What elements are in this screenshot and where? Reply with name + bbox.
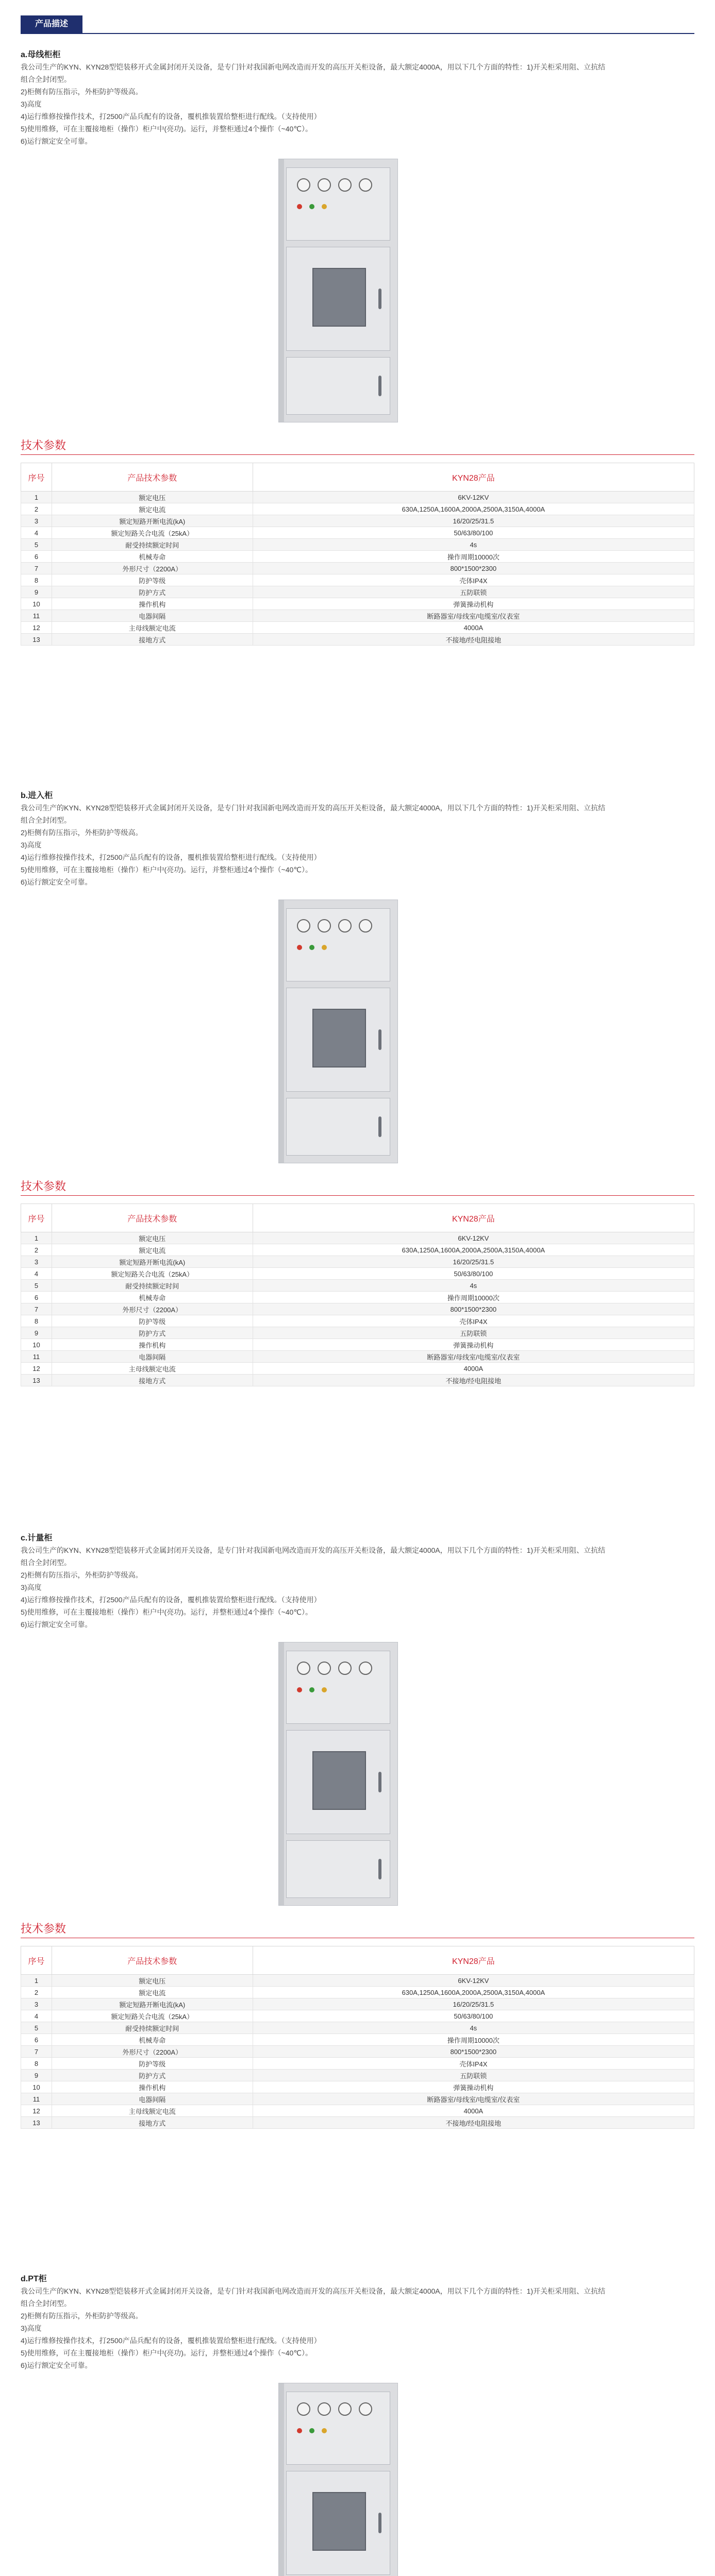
section-paragraph: 2)柜侧有防压指示，外柜防护等级高。 bbox=[21, 828, 143, 837]
spec-cell-value: 4s bbox=[253, 539, 694, 551]
table-row bbox=[21, 2070, 694, 2081]
spec-cell-name: 外形尺寸（2200A） bbox=[52, 2046, 253, 2058]
section-paragraph: 我公司生产的KYN、KYN28型铠装移开式金属封闭开关设备，是专门针对我国新电网改造而开发的高压开关柜设备，最大额定4000A，用以下几个方面的特性：1)开关柜采用阻、立抗结 bbox=[21, 1546, 606, 1554]
spec-cell-value: 16/20/25/31.5 bbox=[253, 515, 694, 527]
spec-cell-name: 额定电压 bbox=[52, 1975, 253, 1987]
spec-cell-no: 10 bbox=[21, 2081, 52, 2093]
table-row bbox=[21, 1975, 694, 1987]
spec-table bbox=[21, 463, 694, 646]
section-paragraph: 5)使用维修，可在主覆接地柜（操作）柜户中(亮功)。运行，并整柜通过4个操作（~40℃）。 bbox=[21, 866, 313, 874]
indicator-lamp-icon bbox=[297, 945, 302, 950]
spec-cell-no: 1 bbox=[21, 492, 52, 503]
table-row bbox=[21, 1327, 694, 1339]
spec-cell-value: 4s bbox=[253, 2022, 694, 2034]
spec-cell-no: 3 bbox=[21, 1256, 52, 1268]
spec-cell-value: 操作周期10000次 bbox=[253, 1292, 694, 1303]
tech-params-title: 技术参数 bbox=[21, 1922, 66, 1935]
section-text bbox=[21, 49, 694, 147]
cabinet-cable-door bbox=[286, 1098, 390, 1156]
cabinet-cable-door bbox=[286, 357, 390, 415]
spec-cell-name: 防护方式 bbox=[52, 2070, 253, 2081]
spec-cell-name: 机械寿命 bbox=[52, 1292, 253, 1303]
section-title: d.PT柜 bbox=[21, 2275, 47, 2283]
tech-params-divider bbox=[21, 454, 694, 455]
spec-cell-no: 10 bbox=[21, 598, 52, 610]
inspection-window-icon bbox=[312, 2492, 366, 2551]
section-text bbox=[21, 790, 694, 888]
spec-header-no: 序号 bbox=[21, 463, 52, 492]
meter-icon bbox=[359, 178, 372, 192]
section-paragraph: 组合全封闭型。 bbox=[21, 1558, 71, 1567]
product-description-tab[interactable]: 产品描述 bbox=[21, 15, 82, 33]
table-row bbox=[21, 1315, 694, 1327]
spec-cell-value: 壳体IP4X bbox=[253, 574, 694, 586]
spec-cell-no: 5 bbox=[21, 1280, 52, 1292]
cabinet-instrument-panel bbox=[286, 1651, 390, 1724]
spec-cell-no: 9 bbox=[21, 1327, 52, 1339]
cabinet-photo bbox=[278, 1642, 398, 1906]
door-handle-icon bbox=[378, 1029, 381, 1050]
table-row bbox=[21, 2105, 694, 2117]
table-row bbox=[21, 563, 694, 574]
table-row bbox=[21, 1280, 694, 1292]
meter-icon bbox=[297, 178, 310, 192]
section-paragraph: 组合全封闭型。 bbox=[21, 2299, 71, 2308]
table-row bbox=[21, 1268, 694, 1280]
cabinet-photo bbox=[278, 159, 398, 422]
spec-cell-no: 1 bbox=[21, 1232, 52, 1244]
spec-cell-no: 3 bbox=[21, 1998, 52, 2010]
spec-cell-name: 电器间隔 bbox=[52, 1351, 253, 1363]
spec-cell-name: 外形尺寸（2200A） bbox=[52, 1303, 253, 1315]
spec-cell-value: 不接地/经电阻接地 bbox=[253, 1375, 694, 1386]
spec-cell-value: 800*1500*2300 bbox=[253, 1303, 694, 1315]
spec-cell-name: 主母线额定电流 bbox=[52, 1363, 253, 1375]
spec-cell-value: 操作周期10000次 bbox=[253, 551, 694, 563]
section-paragraph: 6)运行额定安全可靠。 bbox=[21, 878, 92, 886]
table-row bbox=[21, 2093, 694, 2105]
spec-cell-no: 8 bbox=[21, 574, 52, 586]
spec-cell-no: 7 bbox=[21, 563, 52, 574]
cabinet-breaker-door bbox=[286, 2471, 390, 2575]
spec-cell-value: 630A,1250A,1600A,2000A,2500A,3150A,4000A bbox=[253, 503, 694, 515]
spec-cell-value: 五防联锁 bbox=[253, 2070, 694, 2081]
indicator-lamp-icon bbox=[297, 1687, 302, 1692]
spec-cell-no: 2 bbox=[21, 503, 52, 515]
spec-header-product: KYN28产品 bbox=[253, 1946, 694, 1975]
section-paragraph: 4)运行维修按操作技术，打2500产品兵配有的设备，覆机推装置给整柜进行配线。（支持使用） bbox=[21, 1596, 321, 1604]
spec-cell-value: 4000A bbox=[253, 2105, 694, 2117]
inspection-window-icon bbox=[312, 1009, 366, 1067]
table-row bbox=[21, 634, 694, 646]
section-paragraph: 4)运行维修按操作技术，打2500产品兵配有的设备，覆机推装置给整柜进行配线。（支持使用） bbox=[21, 2336, 321, 2345]
meter-icon bbox=[359, 1662, 372, 1675]
spec-cell-name: 防护方式 bbox=[52, 586, 253, 598]
spec-cell-name: 额定短路开断电流(kA) bbox=[52, 1256, 253, 1268]
section-paragraph: 我公司生产的KYN、KYN28型铠装移开式金属封闭开关设备，是专门针对我国新电网改造而开发的高压开关柜设备，最大额定4000A，用以下几个方面的特性：1)开关柜采用阻、立抗结 bbox=[21, 63, 606, 71]
spec-cell-value: 断路器室/母线室/电缆室/仪表室 bbox=[253, 610, 694, 622]
indicator-lamp-icon bbox=[297, 2428, 302, 2433]
spec-cell-name: 主母线额定电流 bbox=[52, 622, 253, 634]
spec-cell-value: 4000A bbox=[253, 622, 694, 634]
table-row bbox=[21, 2081, 694, 2093]
meter-icon bbox=[338, 1662, 352, 1675]
meter-icon bbox=[338, 2402, 352, 2416]
section-paragraph: 5)使用维修，可在主覆接地柜（操作）柜户中(亮功)。运行，并整柜通过4个操作（~40℃）。 bbox=[21, 2349, 313, 2357]
indicator-lamp-icon bbox=[322, 945, 327, 950]
section-paragraph: 3)高度 bbox=[21, 100, 42, 108]
spec-cell-value: 6KV-12KV bbox=[253, 1232, 694, 1244]
spec-cell-name: 操作机构 bbox=[52, 1339, 253, 1351]
spec-cell-value: 4000A bbox=[253, 1363, 694, 1375]
spec-cell-no: 3 bbox=[21, 515, 52, 527]
section-paragraph: 3)高度 bbox=[21, 841, 42, 849]
spec-cell-name: 耐受持续额定时间 bbox=[52, 2022, 253, 2034]
section-paragraph: 我公司生产的KYN、KYN28型铠装移开式金属封闭开关设备，是专门针对我国新电网改造而开发的高压开关柜设备，最大额定4000A，用以下几个方面的特性：1)开关柜采用阻、立抗结 bbox=[21, 2287, 606, 2295]
table-row bbox=[21, 2046, 694, 2058]
indicator-lamp-icon bbox=[309, 204, 314, 209]
table-row bbox=[21, 1244, 694, 1256]
section-paragraph: 6)运行额定安全可靠。 bbox=[21, 1620, 92, 1629]
spec-cell-name: 额定电压 bbox=[52, 1232, 253, 1244]
spec-cell-no: 7 bbox=[21, 1303, 52, 1315]
spec-cell-value: 五防联锁 bbox=[253, 1327, 694, 1339]
spec-cell-no: 5 bbox=[21, 539, 52, 551]
indicator-lamp-icon bbox=[309, 945, 314, 950]
spec-cell-value: 6KV-12KV bbox=[253, 492, 694, 503]
door-handle-icon bbox=[378, 1116, 381, 1137]
door-handle-icon bbox=[378, 1859, 381, 1879]
table-row bbox=[21, 622, 694, 634]
table-row bbox=[21, 610, 694, 622]
spec-cell-name: 接地方式 bbox=[52, 2117, 253, 2129]
spec-header-no: 序号 bbox=[21, 1204, 52, 1232]
spec-cell-no: 9 bbox=[21, 586, 52, 598]
spec-header-no: 序号 bbox=[21, 1946, 52, 1975]
spec-cell-value: 断路器室/母线室/电缆室/仪表室 bbox=[253, 2093, 694, 2105]
section-title: c.计量柜 bbox=[21, 1534, 53, 1543]
indicator-lamp-icon bbox=[322, 204, 327, 209]
spec-cell-value: 800*1500*2300 bbox=[253, 563, 694, 574]
spec-cell-no: 8 bbox=[21, 2058, 52, 2070]
spec-header-row bbox=[21, 463, 694, 492]
cabinet-edge bbox=[279, 2383, 284, 2576]
table-row bbox=[21, 1303, 694, 1315]
door-handle-icon bbox=[378, 1772, 381, 1792]
section-title: b.进入柜 bbox=[21, 791, 53, 800]
spec-cell-no: 1 bbox=[21, 1975, 52, 1987]
spec-cell-name: 电器间隔 bbox=[52, 2093, 253, 2105]
spec-cell-no: 8 bbox=[21, 1315, 52, 1327]
cabinet-photo bbox=[278, 2383, 398, 2576]
indicator-lamp-icon bbox=[322, 2428, 327, 2433]
spec-cell-value: 弹簧操动机构 bbox=[253, 598, 694, 610]
section-paragraph: 6)运行额定安全可靠。 bbox=[21, 137, 92, 145]
table-row bbox=[21, 1987, 694, 1998]
spec-cell-name: 接地方式 bbox=[52, 1375, 253, 1386]
door-handle-icon bbox=[378, 289, 381, 309]
spec-cell-value: 弹簧操动机构 bbox=[253, 1339, 694, 1351]
inspection-window-icon bbox=[312, 268, 366, 327]
table-row bbox=[21, 598, 694, 610]
spec-cell-name: 额定短路关合电流（25kA） bbox=[52, 2010, 253, 2022]
spec-cell-value: 630A,1250A,1600A,2000A,2500A,3150A,4000A bbox=[253, 1987, 694, 1998]
indicator-lamp-icon bbox=[322, 1687, 327, 1692]
spec-cell-name: 操作机构 bbox=[52, 2081, 253, 2093]
table-row bbox=[21, 1363, 694, 1375]
spec-cell-value: 壳体IP4X bbox=[253, 2058, 694, 2070]
cabinet-instrument-panel bbox=[286, 167, 390, 241]
meter-icon bbox=[318, 2402, 331, 2416]
meter-icon bbox=[359, 2402, 372, 2416]
spec-header-product: KYN28产品 bbox=[253, 463, 694, 492]
spec-cell-no: 13 bbox=[21, 634, 52, 646]
table-row bbox=[21, 2010, 694, 2022]
spec-header-name: 产品技术参数 bbox=[52, 1204, 253, 1232]
table-row bbox=[21, 1256, 694, 1268]
meter-icon bbox=[338, 919, 352, 933]
section-paragraph: 3)高度 bbox=[21, 1583, 42, 1591]
spec-table bbox=[21, 1946, 694, 2129]
spec-cell-name: 额定短路关合电流（25kA） bbox=[52, 527, 253, 539]
meter-icon bbox=[318, 1662, 331, 1675]
section-paragraph: 4)运行维修按操作技术，打2500产品兵配有的设备，覆机推装置给整柜进行配线。（支持使用） bbox=[21, 853, 321, 861]
spec-cell-name: 额定电流 bbox=[52, 1987, 253, 1998]
meter-icon bbox=[297, 919, 310, 933]
table-row bbox=[21, 1339, 694, 1351]
spec-cell-no: 13 bbox=[21, 2117, 52, 2129]
spec-cell-value: 壳体IP4X bbox=[253, 1315, 694, 1327]
section-header bbox=[21, 15, 694, 34]
spec-cell-no: 2 bbox=[21, 1244, 52, 1256]
spec-cell-name: 额定电流 bbox=[52, 503, 253, 515]
door-handle-icon bbox=[378, 2513, 381, 2533]
table-row bbox=[21, 2034, 694, 2046]
section-paragraph: 组合全封闭型。 bbox=[21, 75, 71, 83]
section-paragraph: 我公司生产的KYN、KYN28型铠装移开式金属封闭开关设备，是专门针对我国新电网改造而开发的高压开关柜设备，最大额定4000A，用以下几个方面的特性：1)开关柜采用阻、立抗结 bbox=[21, 804, 606, 812]
spec-cell-name: 耐受持续额定时间 bbox=[52, 1280, 253, 1292]
indicator-lamp-icon bbox=[309, 2428, 314, 2433]
spec-cell-value: 630A,1250A,1600A,2000A,2500A,3150A,4000A bbox=[253, 1244, 694, 1256]
section-paragraph: 2)柜侧有防压指示，外柜防护等级高。 bbox=[21, 2312, 143, 2320]
cabinet-instrument-panel bbox=[286, 908, 390, 981]
indicator-lamp-icon bbox=[297, 204, 302, 209]
spec-cell-name: 额定电压 bbox=[52, 492, 253, 503]
table-row bbox=[21, 2058, 694, 2070]
table-row bbox=[21, 1375, 694, 1386]
cabinet-breaker-door bbox=[286, 988, 390, 1092]
cabinet-edge bbox=[279, 1642, 284, 1905]
table-row bbox=[21, 515, 694, 527]
spec-cell-no: 12 bbox=[21, 1363, 52, 1375]
table-row bbox=[21, 1292, 694, 1303]
meter-icon bbox=[359, 919, 372, 933]
spec-cell-no: 11 bbox=[21, 1351, 52, 1363]
spec-cell-value: 弹簧操动机构 bbox=[253, 2081, 694, 2093]
indicator-lamp-icon bbox=[309, 1687, 314, 1692]
tech-params-title: 技术参数 bbox=[21, 439, 66, 452]
spec-cell-value: 操作周期10000次 bbox=[253, 2034, 694, 2046]
table-row bbox=[21, 1998, 694, 2010]
spec-cell-name: 操作机构 bbox=[52, 598, 253, 610]
spec-cell-value: 五防联锁 bbox=[253, 586, 694, 598]
table-row bbox=[21, 1232, 694, 1244]
spec-table bbox=[21, 1204, 694, 1386]
cabinet-photo bbox=[278, 900, 398, 1163]
spec-cell-no: 11 bbox=[21, 2093, 52, 2105]
spec-header-product: KYN28产品 bbox=[253, 1204, 694, 1232]
spec-cell-value: 6KV-12KV bbox=[253, 1975, 694, 1987]
table-row bbox=[21, 1351, 694, 1363]
spec-cell-no: 7 bbox=[21, 2046, 52, 2058]
spec-cell-name: 电器间隔 bbox=[52, 610, 253, 622]
spec-header-name: 产品技术参数 bbox=[52, 463, 253, 492]
spec-cell-no: 4 bbox=[21, 2010, 52, 2022]
spec-cell-value: 800*1500*2300 bbox=[253, 2046, 694, 2058]
spec-header-name: 产品技术参数 bbox=[52, 1946, 253, 1975]
meter-icon bbox=[338, 178, 352, 192]
spec-cell-value: 不接地/经电阻接地 bbox=[253, 634, 694, 646]
spec-cell-name: 主母线额定电流 bbox=[52, 2105, 253, 2117]
section-paragraph: 5)使用维修，可在主覆接地柜（操作）柜户中(亮功)。运行，并整柜通过4个操作（~40℃）。 bbox=[21, 1608, 313, 1616]
table-row bbox=[21, 2117, 694, 2129]
section-text bbox=[21, 2274, 694, 2371]
spec-cell-no: 5 bbox=[21, 2022, 52, 2034]
table-row bbox=[21, 503, 694, 515]
spec-cell-value: 50/63/80/100 bbox=[253, 1268, 694, 1280]
table-row bbox=[21, 551, 694, 563]
spec-cell-name: 额定短路关合电流（25kA） bbox=[52, 1268, 253, 1280]
spec-cell-name: 防护等级 bbox=[52, 2058, 253, 2070]
spec-cell-name: 外形尺寸（2200A） bbox=[52, 563, 253, 574]
spec-cell-name: 额定短路开断电流(kA) bbox=[52, 515, 253, 527]
spec-cell-name: 额定电流 bbox=[52, 1244, 253, 1256]
tech-params-title: 技术参数 bbox=[21, 1180, 66, 1193]
spec-cell-no: 6 bbox=[21, 2034, 52, 2046]
cabinet-edge bbox=[279, 159, 284, 422]
door-handle-icon bbox=[378, 376, 381, 396]
cabinet-edge bbox=[279, 900, 284, 1163]
spec-cell-no: 4 bbox=[21, 1268, 52, 1280]
spec-cell-no: 10 bbox=[21, 1339, 52, 1351]
spec-cell-name: 接地方式 bbox=[52, 634, 253, 646]
table-row bbox=[21, 574, 694, 586]
section-paragraph: 3)高度 bbox=[21, 2324, 42, 2332]
spec-cell-name: 防护等级 bbox=[52, 574, 253, 586]
section-paragraph: 2)柜侧有防压指示，外柜防护等级高。 bbox=[21, 88, 143, 96]
meter-icon bbox=[297, 1662, 310, 1675]
section-title: a.母线柜柜 bbox=[21, 50, 61, 59]
section-paragraph: 2)柜侧有防压指示，外柜防护等级高。 bbox=[21, 1571, 143, 1579]
spec-cell-name: 防护等级 bbox=[52, 1315, 253, 1327]
section-text bbox=[21, 1533, 694, 1631]
spec-cell-name: 耐受持续额定时间 bbox=[52, 539, 253, 551]
tech-params-divider bbox=[21, 1195, 694, 1196]
spec-cell-no: 12 bbox=[21, 2105, 52, 2117]
meter-icon bbox=[318, 919, 331, 933]
spec-cell-name: 额定短路开断电流(kA) bbox=[52, 1998, 253, 2010]
spec-cell-no: 13 bbox=[21, 1375, 52, 1386]
spec-cell-no: 9 bbox=[21, 2070, 52, 2081]
section-paragraph: 6)运行额定安全可靠。 bbox=[21, 2361, 92, 2369]
inspection-window-icon bbox=[312, 1751, 366, 1810]
cabinet-breaker-door bbox=[286, 247, 390, 351]
cabinet-instrument-panel bbox=[286, 2392, 390, 2465]
spec-header-row bbox=[21, 1946, 694, 1975]
spec-cell-value: 4s bbox=[253, 1280, 694, 1292]
spec-cell-no: 4 bbox=[21, 527, 52, 539]
section-paragraph: 组合全封闭型。 bbox=[21, 816, 71, 824]
cabinet-breaker-door bbox=[286, 1730, 390, 1834]
spec-cell-name: 机械寿命 bbox=[52, 551, 253, 563]
spec-cell-no: 6 bbox=[21, 1292, 52, 1303]
spec-cell-name: 机械寿命 bbox=[52, 2034, 253, 2046]
table-row bbox=[21, 492, 694, 503]
spec-cell-no: 6 bbox=[21, 551, 52, 563]
spec-cell-value: 16/20/25/31.5 bbox=[253, 1998, 694, 2010]
spec-cell-value: 50/63/80/100 bbox=[253, 2010, 694, 2022]
spec-cell-no: 11 bbox=[21, 610, 52, 622]
cabinet-cable-door bbox=[286, 1840, 390, 1898]
spec-cell-value: 断路器室/母线室/电缆室/仪表室 bbox=[253, 1351, 694, 1363]
spec-cell-value: 16/20/25/31.5 bbox=[253, 1256, 694, 1268]
section-paragraph: 5)使用维修，可在主覆接地柜（操作）柜户中(亮功)。运行，并整柜通过4个操作（~40℃）。 bbox=[21, 125, 313, 133]
meter-icon bbox=[297, 2402, 310, 2416]
spec-cell-no: 2 bbox=[21, 1987, 52, 1998]
table-row bbox=[21, 586, 694, 598]
table-row bbox=[21, 527, 694, 539]
spec-cell-name: 防护方式 bbox=[52, 1327, 253, 1339]
table-row bbox=[21, 539, 694, 551]
table-row bbox=[21, 2022, 694, 2034]
spec-cell-value: 50/63/80/100 bbox=[253, 527, 694, 539]
section-paragraph: 4)运行维修按操作技术，打2500产品兵配有的设备，覆机推装置给整柜进行配线。（支持使用） bbox=[21, 112, 321, 121]
meter-icon bbox=[318, 178, 331, 192]
spec-header-row bbox=[21, 1204, 694, 1232]
spec-cell-no: 12 bbox=[21, 622, 52, 634]
spec-cell-value: 不接地/经电阻接地 bbox=[253, 2117, 694, 2129]
